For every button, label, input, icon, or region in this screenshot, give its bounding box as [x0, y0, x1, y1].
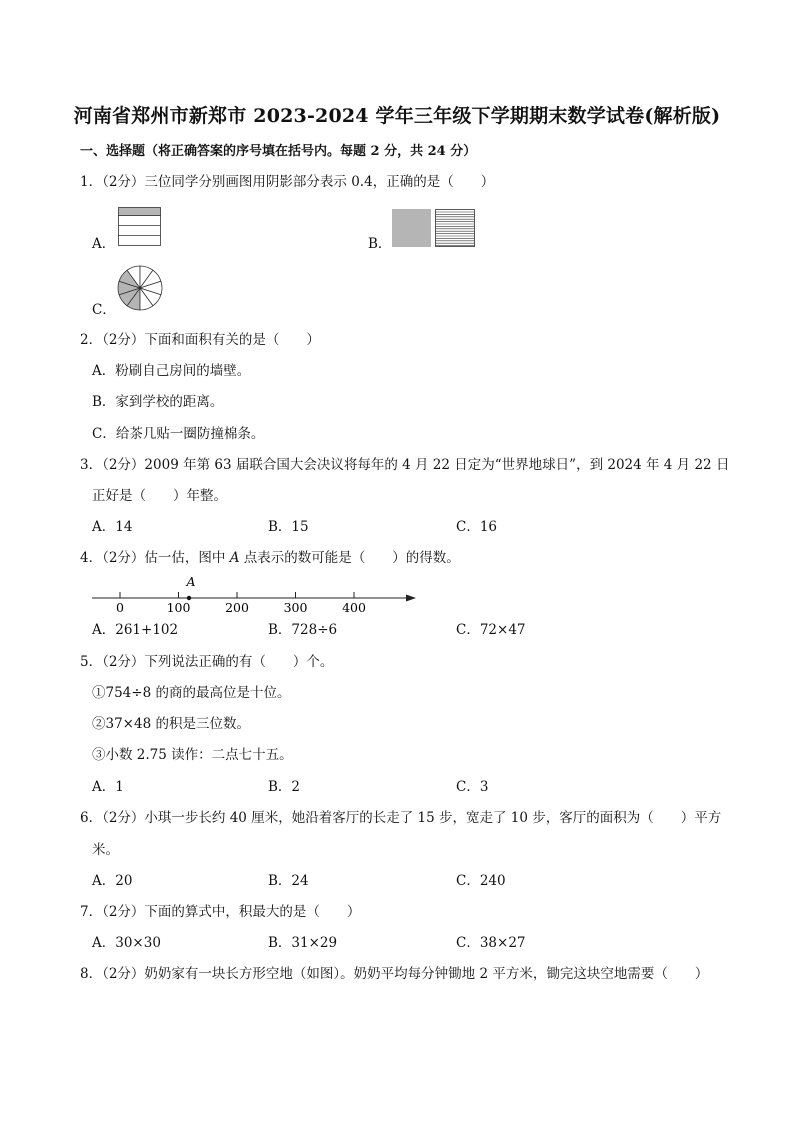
number-line-tick-label: 300	[283, 600, 308, 615]
question-3-line-1: 3．（2分）2009 年第 63 届联合国大会决议将每年的 4 月 22 日定为“世界地球日”，到 2024 年 4 月 22 日	[80, 457, 730, 473]
q6-option-b: B．24	[268, 873, 309, 889]
q2-option-b: B．家到学校的距离。	[92, 394, 224, 410]
q4-option-b: B．728÷6	[268, 622, 338, 638]
q3-option-b: B．15	[268, 519, 309, 535]
point-a-marker	[187, 596, 191, 600]
q4-text-pre: 4．（2分）估一估，图中	[80, 550, 230, 566]
q4-option-a: A．261+102	[92, 622, 179, 638]
q7-option-b: B．31×29	[268, 935, 338, 951]
q1-figure-c	[116, 264, 164, 312]
q1-option-a: A．	[92, 236, 116, 252]
section-heading: 一、选择题（将正确答案的序号填在括号内。每题 2 分，共 24 分）	[80, 144, 477, 159]
question-2: 2．（2分）下面和面积有关的是（ ）	[80, 332, 320, 348]
question-7: 7．（2分）下面的算式中，积最大的是（ ）	[80, 904, 361, 920]
q5-statement-1: ①754÷8 的商的最高位是十位。	[92, 685, 291, 701]
q1-figure-a	[118, 207, 162, 247]
q4-text-post: 点表示的数可能是（ ）的得数。	[239, 550, 460, 566]
question-3-line-2: 正好是（ ）年整。	[92, 488, 227, 504]
q6-option-a: A．20	[92, 873, 133, 889]
q2-option-a: A．粉刷自己房间的墙壁。	[92, 363, 251, 379]
q1-option-c: C．	[92, 302, 116, 318]
question-4	[80, 548, 460, 568]
number-line-tick-label: 400	[342, 600, 366, 615]
q4-option-c: C．72×47	[456, 622, 526, 638]
q1-figure-b	[392, 209, 478, 249]
q3-option-a: A．14	[92, 519, 133, 535]
number-line-tick-label: 200	[225, 600, 249, 615]
q5-option-c: C．3	[456, 779, 489, 795]
q4-point-label: A	[229, 550, 240, 566]
q5-statement-2: ②37×48 的积是三位数。	[92, 716, 250, 732]
number-line-tick-label: 0	[116, 600, 124, 615]
question-5: 5．（2分）下列说法正确的有（ ）个。	[80, 654, 334, 670]
point-a-label: A	[186, 574, 196, 589]
number-line	[92, 572, 422, 616]
question-6-line-2: 米。	[92, 842, 119, 858]
q5-option-b: B．2	[268, 779, 301, 795]
q5-option-a: A．1	[92, 779, 124, 795]
question-8: 8．（2分）奶奶家有一块长方形空地（如图）。奶奶平均每分钟锄地 2 平方米，锄完这块空地需要（ ）	[80, 966, 709, 982]
page-title: 河南省郑州市新郑市 2023-2024 学年三年级下学期期末数学试卷(解析版)	[73, 105, 721, 127]
q2-option-c: C．给茶几贴一圈防撞棉条。	[92, 426, 265, 442]
number-line-tick-label: 100	[166, 600, 191, 615]
q6-option-c: C．240	[456, 873, 506, 889]
question-1: 1．（2分）三位同学分别画图用阴影部分表示 0.4，正确的是（ ）	[80, 174, 495, 190]
question-6-line-1: 6．（2分）小琪一步长约 40 厘米，她沿着客厅的长走了 15 步，宽走了 10 步，客厅的面积为（ ）平方	[80, 810, 722, 826]
q5-statement-3: ③小数 2.75 读作：二点七十五。	[92, 747, 293, 763]
q3-option-c: C．16	[456, 519, 498, 535]
q7-option-c: C．38×27	[456, 935, 526, 951]
q1-option-b: B．	[368, 236, 392, 252]
q7-option-a: A．30×30	[92, 935, 161, 951]
